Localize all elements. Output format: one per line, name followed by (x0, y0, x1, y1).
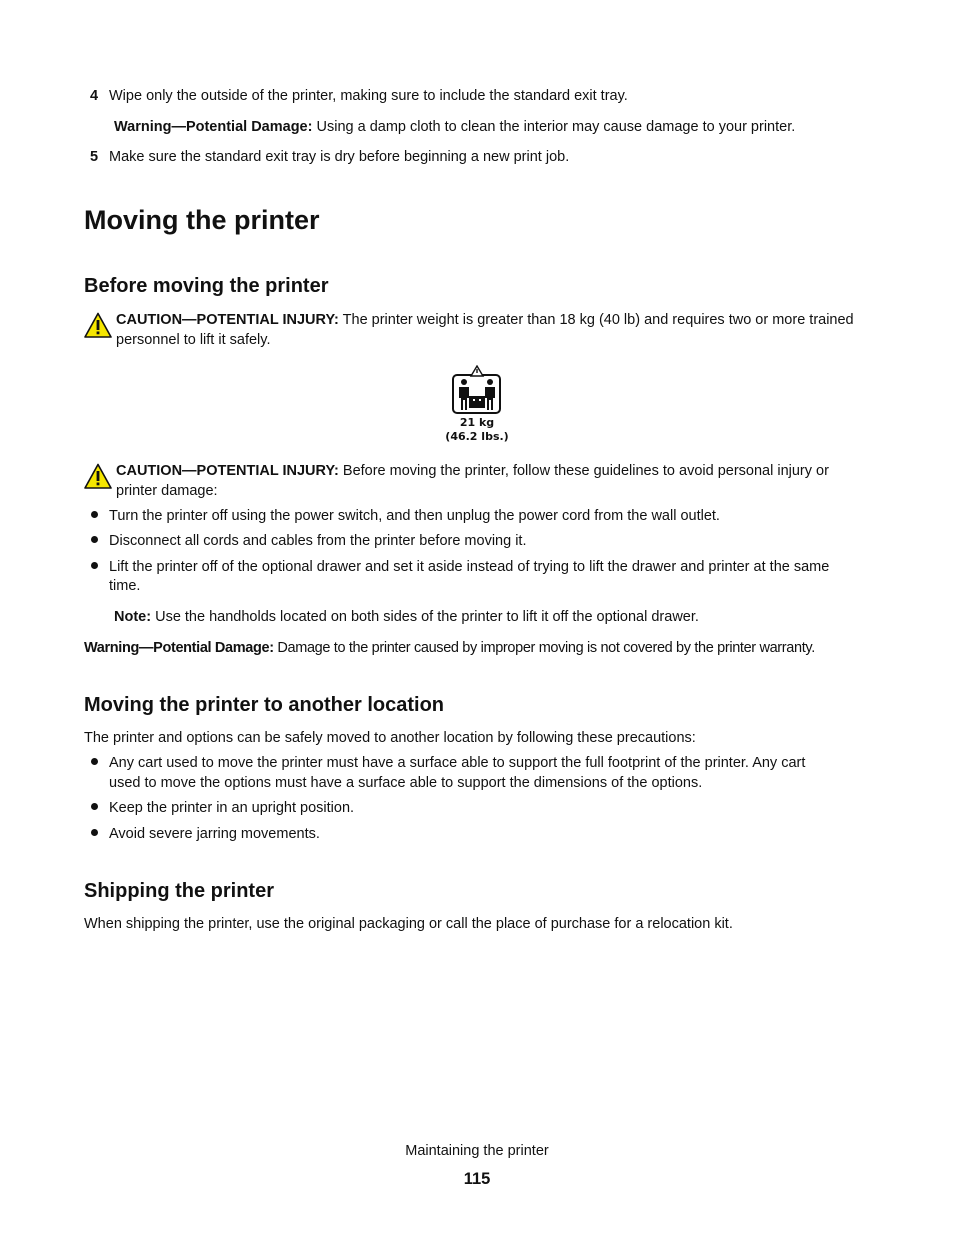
caution-weight-line2: personnel to lift it safely. (116, 332, 271, 348)
section-heading-another-location: Moving the printer to another location (84, 694, 444, 716)
list-item: Turn the printer off using the power switch, and then unplug the power cord from the wall outlet. (109, 508, 720, 524)
note-text: Use the handholds located on both sides of the printer to lift it off the optional drawer. (151, 609, 699, 625)
list-item-continuation: time. (109, 578, 141, 594)
bullet-dot (91, 511, 98, 518)
caution-label: CAUTION—POTENTIAL INJURY: (116, 463, 339, 479)
list-item-continuation: used to move the options must have a surface able to support the dimensions of the options. (109, 775, 703, 791)
bullet-dot (91, 803, 98, 810)
caution-moving-line2: printer damage: (116, 483, 218, 499)
section-heading-shipping: Shipping the printer (84, 880, 274, 902)
caution-moving (116, 461, 829, 481)
list-item: Avoid severe jarring movements. (109, 826, 320, 842)
caution-text: Before moving the printer, follow these guidelines to avoid personal injury or (338, 463, 829, 479)
step-text: Make sure the standard exit tray is dry before beginning a new print job. (109, 149, 570, 165)
note (114, 607, 699, 627)
footer-chapter: Maintaining the printer (405, 1143, 549, 1159)
caution-icon (84, 463, 112, 489)
warning-text: Using a damp cloth to clean the interior may cause damage to your printer. (312, 119, 796, 135)
step4-warning (114, 117, 795, 137)
page-number: 115 (463, 1170, 491, 1188)
step-number: 5 (90, 149, 99, 165)
weight-kg: 21 kg (459, 416, 495, 429)
bullet-dot (91, 536, 98, 543)
location-intro: The printer and options can be safely moved to another location by following these precautions: (84, 730, 696, 746)
weight-lbs: (46.2 lbs.) (445, 430, 509, 443)
caution-label: CAUTION—POTENTIAL INJURY: (116, 312, 339, 328)
section-heading-before-moving: Before moving the printer (84, 275, 329, 297)
warning-label: Warning—Potential Damage: (84, 640, 274, 656)
moving-warning (84, 638, 815, 658)
warning-label: Warning—Potential Damage: (114, 119, 313, 135)
step-number: 4 (90, 88, 99, 104)
list-item: Keep the printer in an upright position. (109, 800, 355, 816)
caution-weight (116, 310, 854, 330)
weight-label (427, 416, 527, 444)
bullet-dot (91, 562, 98, 569)
note-label: Note: (114, 609, 152, 625)
caution-icon (84, 312, 112, 338)
shipping-text: When shipping the printer, use the original packaging or call the place of purchase for a relocation kit. (84, 916, 733, 932)
caution-text: The printer weight is greater than 18 kg (40 lb) and requires two or more trained (338, 312, 854, 328)
list-item: Lift the printer off of the optional drawer and set it aside instead of trying to lift the drawer and printer at the same (109, 559, 830, 575)
list-item: Any cart used to move the printer must have a surface able to support the full footprint of the printer. Any cart (109, 755, 806, 771)
bullet-dot (91, 829, 98, 836)
bullet-dot (91, 758, 98, 765)
step-text: Wipe only the outside of the printer, making sure to include the standard exit tray. (109, 88, 628, 104)
page-title: Moving the printer (84, 205, 320, 235)
warning-text: Damage to the printer caused by improper moving is not covered by the printer warranty. (273, 640, 815, 656)
list-item: Disconnect all cords and cables from the printer before moving it. (109, 533, 527, 549)
two-person-lift-icon (451, 365, 503, 417)
